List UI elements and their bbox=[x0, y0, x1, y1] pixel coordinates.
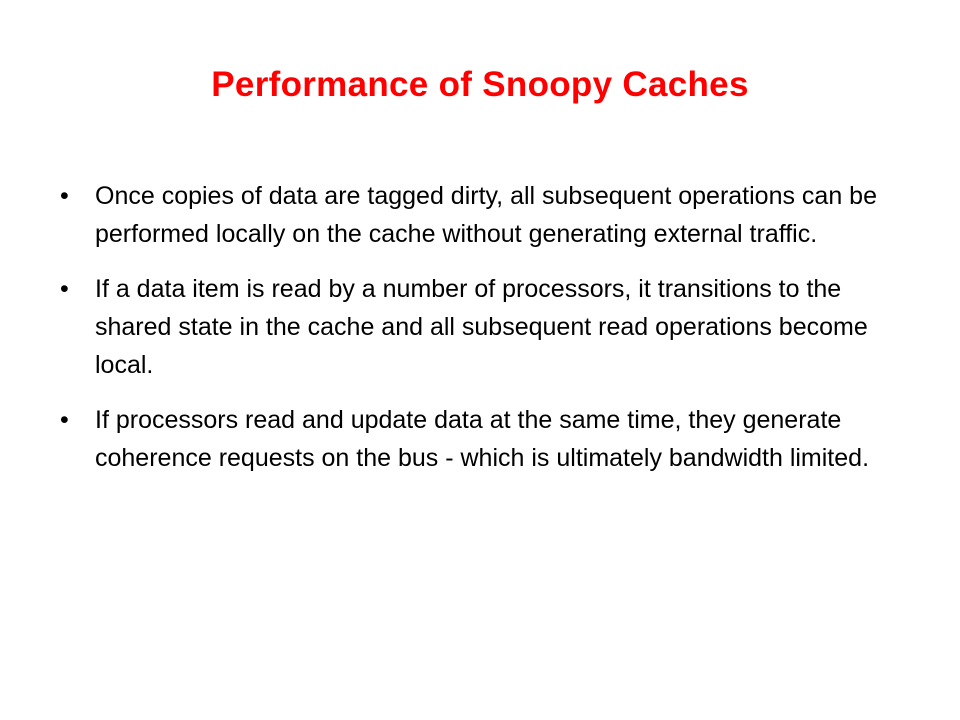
bullet-icon: • bbox=[60, 406, 69, 434]
bullet-text: If a data item is read by a number of processors, it transitions to the shared state in the cache and all subsequent read operations become local. bbox=[95, 275, 868, 379]
bullet-list bbox=[60, 177, 890, 494]
bullet-icon: • bbox=[60, 182, 69, 210]
bullet-item bbox=[60, 177, 890, 253]
bullet-text: Once copies of data are tagged dirty, all subsequent operations can be performed locally on the cache without generating external traffic. bbox=[95, 182, 877, 248]
bullet-item bbox=[60, 401, 890, 477]
bullet-text: If processors read and update data at the same time, they generate coherence requests on the bus - which is ultimately bandwidth limited. bbox=[95, 406, 870, 472]
slide-title: Performance of Snoopy Caches bbox=[211, 65, 749, 104]
bullet-item bbox=[60, 270, 890, 384]
bullet-icon: • bbox=[60, 275, 69, 303]
